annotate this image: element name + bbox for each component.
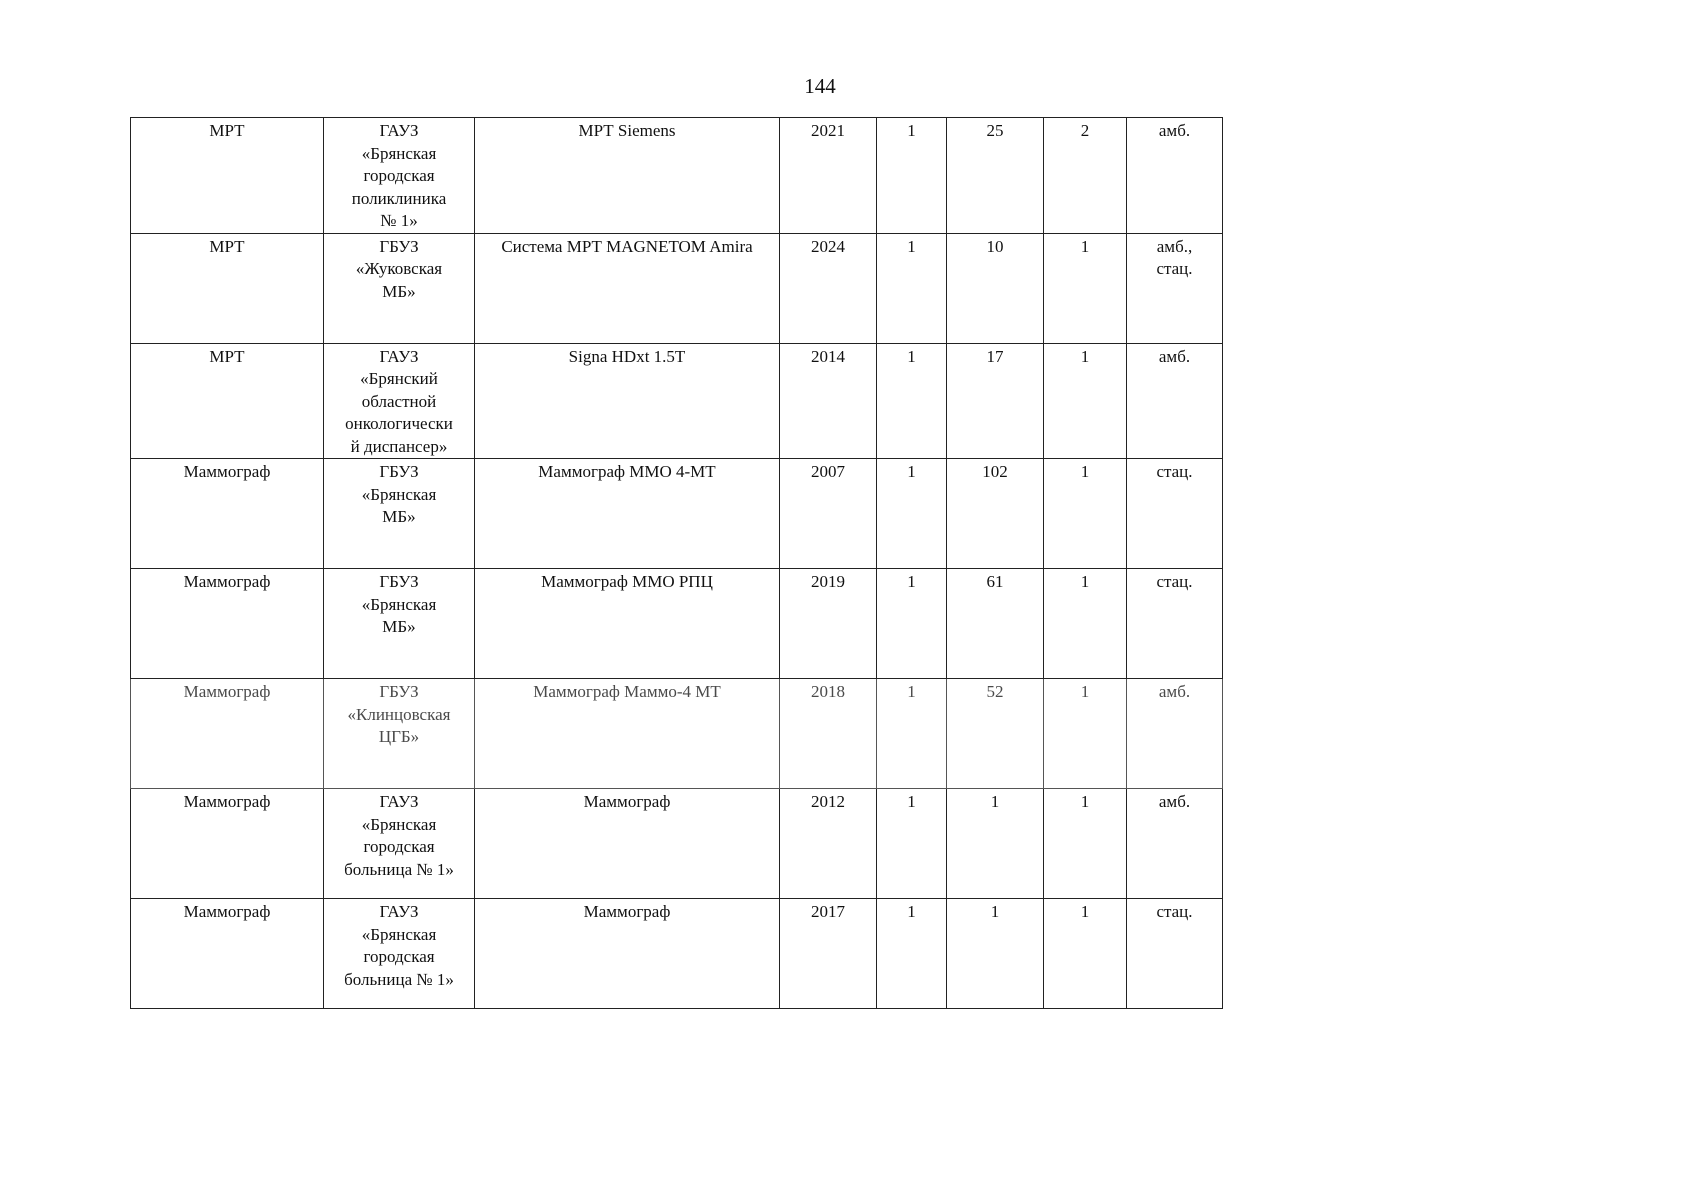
year-cell: 2021 [780,118,877,234]
shifts-cell: 1 [1044,233,1127,343]
table-row [131,679,1223,789]
org-line: ГБУЗ [379,572,419,591]
equipment-type-cell: Маммограф [131,569,324,679]
table-row [131,569,1223,679]
equipment-type-cell: Маммограф [131,679,324,789]
shifts-cell: 1 [1044,789,1127,899]
count-cell: 1 [877,899,947,1009]
equipment-type-cell: Маммограф [131,459,324,569]
status-line: амб., [1156,236,1193,256]
org-line: ГБУЗ [379,236,419,256]
wear-cell: 102 [947,459,1044,569]
org-line: «Жуковская [355,259,443,278]
org-line: городская [363,166,435,185]
equipment-type-cell: Маммограф [131,899,324,1009]
table-row [131,459,1223,569]
wear-cell: 1 [947,789,1044,899]
wear-cell: 25 [947,118,1044,234]
org-line: «Брянская [361,594,437,614]
status-line: амб. [1158,121,1191,140]
org-line: ГБУЗ [379,462,419,481]
shifts-cell: 1 [1044,679,1127,789]
equipment-type-cell: МРТ [131,343,324,459]
wear-cell: 1 [947,899,1044,1009]
org-line: ГАУЗ [379,902,419,921]
shifts-cell: 1 [1044,569,1127,679]
org-line: «Брянский [360,369,438,388]
table-row [131,118,1223,234]
organization-cell [324,343,475,459]
org-line: городская [363,837,435,856]
year-cell: 2012 [780,789,877,899]
organization-cell [324,118,475,234]
equipment-table-body [131,118,1223,1009]
table-row [131,899,1223,1009]
status-line: стац. [1156,462,1193,481]
equipment-table [130,117,1223,1009]
mode-cell [1127,899,1223,1009]
year-cell: 2018 [780,679,877,789]
org-line: поликлиника [351,188,447,208]
org-line: «Брянская [361,143,437,163]
count-cell: 1 [877,679,947,789]
status-line: амб. [1158,682,1191,701]
organization-cell [324,233,475,343]
mode-cell [1127,118,1223,234]
org-line: больница № 1» [344,859,454,879]
mode-cell [1127,569,1223,679]
org-line: № 1» [380,211,418,230]
org-line: ЦГБ» [378,727,420,746]
table-row [131,233,1223,343]
model-cell: Маммограф Маммо-4 МТ [475,679,780,789]
count-cell: 1 [877,233,947,343]
model-cell: Маммограф [475,899,780,1009]
organization-cell [324,679,475,789]
year-cell: 2024 [780,233,877,343]
org-line: «Брянская [361,484,437,504]
status-line: амб. [1158,792,1191,811]
mode-cell [1127,343,1223,459]
model-cell: МРТ Siemens [475,118,780,234]
equipment-type-cell: МРТ [131,233,324,343]
model-cell: Signa HDxt 1.5T [475,343,780,459]
mode-cell [1127,233,1223,343]
org-line: «Брянская [361,924,437,944]
org-line: онкологически [345,414,453,433]
mode-cell [1127,789,1223,899]
shifts-cell: 1 [1044,343,1127,459]
organization-cell [324,789,475,899]
table-row [131,789,1223,899]
shifts-cell: 1 [1044,899,1127,1009]
count-cell: 1 [877,569,947,679]
model-cell: Маммограф ММО РПЦ [475,569,780,679]
org-line: городская [363,947,435,966]
count-cell: 1 [877,118,947,234]
org-line: ГАУЗ [379,792,419,811]
org-line: МБ» [382,281,416,301]
organization-cell [324,899,475,1009]
page-number: 144 [804,74,836,98]
org-line: МБ» [382,617,416,636]
count-cell: 1 [877,343,947,459]
org-line: «Брянская [361,814,437,834]
year-cell: 2014 [780,343,877,459]
equipment-type-cell: МРТ [131,118,324,234]
wear-cell: 17 [947,343,1044,459]
wear-cell: 52 [947,679,1044,789]
count-cell: 1 [877,789,947,899]
year-cell: 2019 [780,569,877,679]
status-line: стац. [1156,902,1193,921]
wear-cell: 61 [947,569,1044,679]
model-cell: Маммограф ММО 4-МТ [475,459,780,569]
wear-cell: 10 [947,233,1044,343]
org-line: МБ» [382,507,416,526]
model-cell: Маммограф [475,789,780,899]
org-line: больница № 1» [344,969,454,989]
status-line: стац. [1156,572,1193,591]
org-line: «Клинцовская [347,704,451,724]
org-line: й диспансер» [350,436,448,456]
org-line: ГАУЗ [379,121,419,140]
org-line: областной [361,391,437,411]
equipment-type-cell: Маммограф [131,789,324,899]
model-cell: Система МРТ MAGNETOM Amira [475,233,780,343]
shifts-cell: 2 [1044,118,1127,234]
organization-cell [324,569,475,679]
mode-cell [1127,459,1223,569]
organization-cell [324,459,475,569]
status-line: амб. [1158,346,1191,366]
org-line: ГБУЗ [379,682,419,701]
mode-cell [1127,679,1223,789]
count-cell: 1 [877,459,947,569]
year-cell: 2007 [780,459,877,569]
year-cell: 2017 [780,899,877,1009]
shifts-cell: 1 [1044,459,1127,569]
status-line: стац. [1156,259,1193,278]
table-row [131,343,1223,459]
org-line: ГАУЗ [379,346,419,366]
